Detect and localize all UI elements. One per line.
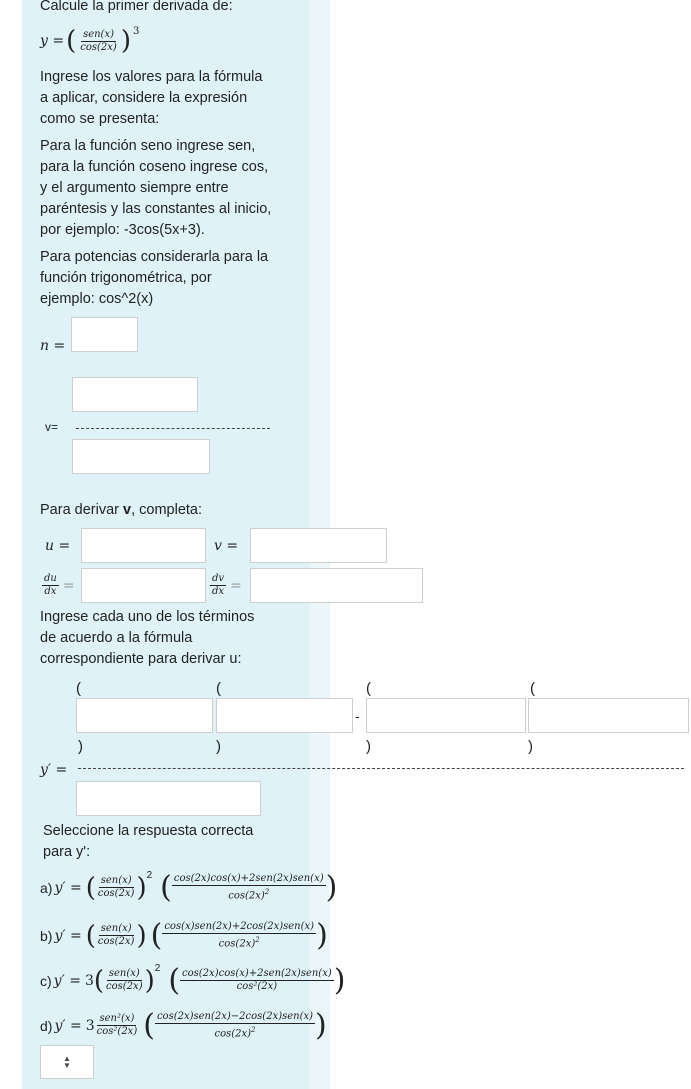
du-dx-label: $\frac{du}{dx}$ = <box>44 573 75 597</box>
option-inner-num: cos(2x)cos(x)+2sen(2x)sen(x) <box>173 872 324 884</box>
option-label: c) <box>40 972 52 989</box>
option-lhs: y′ = <box>54 1017 82 1034</box>
option-inner-den: $\cos(2x)^2$ <box>214 1025 256 1040</box>
select-prompt: Seleccione la respuesta correcta para y': <box>43 823 254 860</box>
open-paren-1: ( <box>76 680 81 697</box>
option-inner-num: cos(x)sen(2x)+2cos(2x)sen(x) <box>164 920 315 932</box>
answer-select[interactable] <box>40 1045 94 1079</box>
function-lhs: y = <box>40 33 65 49</box>
open-paren-2: ( <box>216 680 221 697</box>
option-label: b) <box>40 927 53 944</box>
answer-option-c: c) y′ = 3 ( $\frac{\text{sen(x)}}{\cos(2x)}$ ) 2 ( $\frac{\text{cos(2x)cos(x)+2sen(2x)sen(x)}}{\text{cos²(2x)}}$ ) <box>40 963 346 998</box>
answer-option-a: a) y′ = ( $\frac{\text{sen(x)}}{\cos(2x)}$ ) 2 ( $\frac{\text{cos(2x)cos(x)+2sen(2x)sen(x)}}{\cos(2x)^2}$ ) <box>40 870 338 905</box>
u-input[interactable] <box>81 528 206 563</box>
v-numerator-input[interactable] <box>72 377 198 412</box>
answer-option-b: b) y′ = ( $\frac{\text{sen(x)}}{\cos(2x)}$ ) ( $\frac{\text{cos(x)sen(2x)+2cos(2x)sen(x)}}{\cos(2x)^2}$ ) <box>40 918 328 953</box>
terms-instruction: Ingrese cada uno de los términos de acuerdo a la fórmula correspondiente para derivar u: <box>40 609 255 667</box>
du-dx-input[interactable] <box>81 568 206 603</box>
v-input[interactable] <box>250 528 387 563</box>
option-lhs: y′ = <box>54 927 82 944</box>
option-pow: 2 <box>154 963 161 974</box>
instruction-p1: Ingrese los valores para la fórmula a aplicar, considere la expresión como se presenta: <box>40 69 263 127</box>
option-num: sen²(x) <box>99 1013 135 1024</box>
dv-dx-input[interactable] <box>250 568 423 603</box>
dv-dx-label: $\frac{dv}{dx}$ = <box>212 573 242 597</box>
option-inner-den: $\cos(2x)^2$ <box>218 935 260 950</box>
yprime-fraction-line <box>78 768 684 769</box>
function-num: sen(x) <box>83 28 114 40</box>
function-den: cos(2x) <box>80 41 117 53</box>
option-pow: 2 <box>146 870 153 881</box>
yprime-denominator-input[interactable] <box>76 781 261 816</box>
open-paren-4: ( <box>530 680 535 697</box>
option-den: cos(2x) <box>97 888 135 899</box>
option-den: cos²(2x) <box>96 1026 138 1037</box>
answer-option-d: d) y′ = 3 $\frac{\text{sen²(x)}}{\text{cos²(2x)}}$ ( $\frac{\text{cos(2x)sen(2x)−2cos(2x)sen(x)}}{\cos(2x)^2}$ ) <box>40 1008 327 1043</box>
option-coef: 3 <box>85 1017 95 1034</box>
close-paren-3: ) <box>366 738 371 755</box>
instruction-p2: Para la función seno ingrese sen, para la función coseno ingrese cos, y el argumento siempre entre paréntesis y las constantes al inicio, por ejemplo: -3cos(5x+3). <box>40 138 272 238</box>
close-paren-1: ) <box>78 738 83 755</box>
option-inner-num: cos(2x)cos(x)+2sen(2x)sen(x) <box>182 968 332 979</box>
minus-sign: - <box>355 708 360 724</box>
u-label: u = <box>45 538 71 554</box>
close-paren-2: ) <box>216 738 221 755</box>
term-input-3[interactable] <box>366 698 526 733</box>
option-label: d) <box>40 1017 53 1034</box>
function-expression: y = ( $\frac{\text{sen(x)}}{\cos(2x)}$ ) 3 <box>40 26 140 56</box>
option-num: sen(x) <box>108 968 140 979</box>
v2-label: v = <box>214 538 239 554</box>
option-inner-num: cos(2x)sen(2x)−2cos(2x)sen(x) <box>156 1010 314 1022</box>
option-inner-den: cos²(2x) <box>236 981 278 992</box>
close-paren-4: ) <box>528 738 533 755</box>
option-lhs: y′ = <box>54 879 82 896</box>
v-label: v= <box>45 420 59 434</box>
open-paren-3: ( <box>366 680 371 697</box>
term-input-2[interactable] <box>216 698 353 733</box>
option-lhs: y′ = <box>53 972 81 989</box>
option-coef: 3 <box>84 972 94 989</box>
function-exp: 3 <box>132 26 140 37</box>
v-fraction-line <box>76 428 270 429</box>
instruction-p3: Para potencias considerarla para la función trigonométrica, por ejemplo: cos^2(x) <box>40 249 269 307</box>
derive-v-text: Para derivar v, completa: <box>40 502 203 518</box>
term-input-4[interactable] <box>528 698 689 733</box>
option-label: a) <box>40 879 53 896</box>
option-den: cos(2x) <box>97 936 135 947</box>
option-num: sen(x) <box>100 875 132 886</box>
sort-arrows-icon: ▲ ▼ <box>63 1054 71 1070</box>
yprime-label: y′ = <box>40 762 68 778</box>
n-input[interactable] <box>71 317 138 352</box>
option-den: cos(2x) <box>106 981 143 992</box>
n-label: n = <box>40 338 66 354</box>
option-num: sen(x) <box>100 923 132 934</box>
intro-text: Calcule la primer derivada de: <box>40 0 233 14</box>
option-inner-den: $\cos(2x)^2$ <box>228 887 270 902</box>
v-denominator-input[interactable] <box>72 439 210 474</box>
term-input-1[interactable] <box>76 698 213 733</box>
